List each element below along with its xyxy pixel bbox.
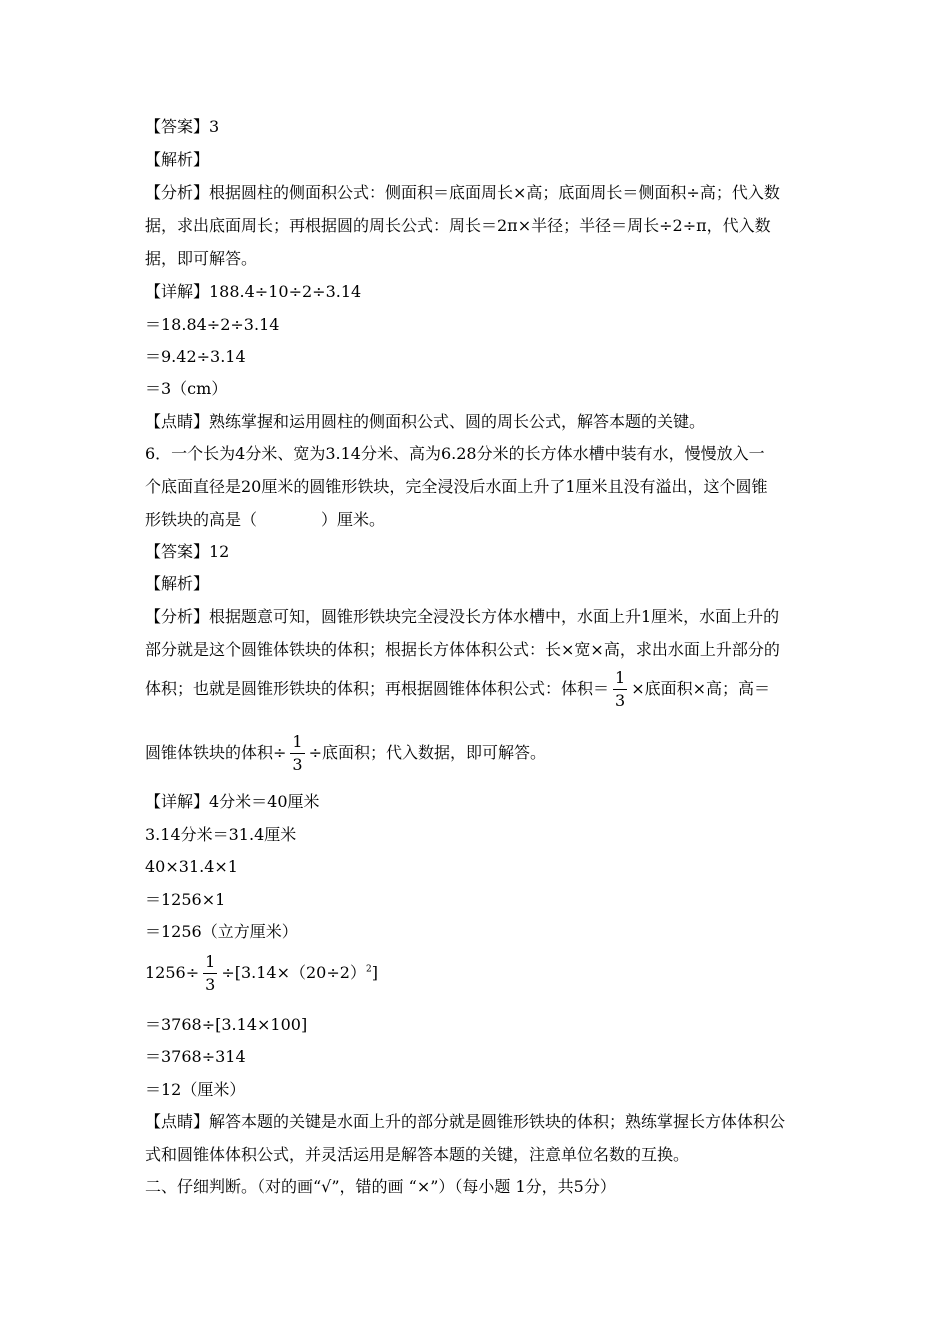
comment-line: 【点睛】熟练掌握和运用圆柱的侧面积公式、圆的周长公式，解答本题的关键。 xyxy=(145,412,706,431)
solution-line: 40×31.4×1 xyxy=(145,857,238,876)
text-run: ] xyxy=(371,963,378,982)
solution-line: ＝9.42÷3.14 xyxy=(145,347,246,366)
superscript: 2 xyxy=(365,964,372,975)
solution-line: ＝3768÷314 xyxy=(145,1047,246,1066)
solution-line: ＝1256（立方厘米） xyxy=(145,922,298,941)
solution-line: ＝1256×1 xyxy=(145,890,226,909)
answer-label: 【答案】3 xyxy=(145,117,220,136)
question-6-line: 个底面直径是20厘米的圆锥形铁块，完全浸没后水面上升了1厘米且没有溢出，这个圆锥 xyxy=(145,477,768,496)
question-6-line: 6．一个长为4分米、宽为3.14分米、高为6.28分米的长方体水槽中装有水，慢慢放入一 xyxy=(145,444,765,463)
solution-line: ＝12（厘米） xyxy=(145,1080,246,1099)
analysis-heading: 【解析】 xyxy=(145,574,210,593)
solution-line: ＝3（cm） xyxy=(145,379,228,398)
analysis-text-line-fraction xyxy=(145,670,770,709)
text-run: ÷[3.14×（20÷2） xyxy=(221,963,366,982)
fraction-numerator: 1 xyxy=(203,954,217,974)
solution-line: ＝3768÷[3.14×100] xyxy=(145,1015,308,1034)
solution-line: ＝18.84÷2÷3.14 xyxy=(145,315,280,334)
analysis-text-line: 【分析】根据圆柱的侧面积公式：侧面积＝底面周长×高；底面周长＝侧面积÷高；代入数 xyxy=(145,183,780,202)
fraction-numerator: 1 xyxy=(290,734,304,754)
text-run: ×底面积×高；高＝ xyxy=(631,679,771,698)
solution-line: 【详解】188.4÷10÷2÷3.14 xyxy=(145,282,362,301)
fraction-denominator: 3 xyxy=(205,975,216,994)
text-run: ÷底面积；代入数据，即可解答。 xyxy=(308,743,547,762)
text-run: 圆锥体铁块的体积÷ xyxy=(145,743,287,762)
text-run: 1256÷ xyxy=(145,963,200,982)
comment-line: 【点睛】解答本题的关键是水面上升的部分就是圆锥形铁块的体积；熟练掌握长方体体积公 xyxy=(145,1112,786,1131)
fraction-one-third xyxy=(613,670,627,709)
analysis-heading: 【解析】 xyxy=(145,150,210,169)
answer-label: 【答案】12 xyxy=(145,542,230,561)
fraction-numerator: 1 xyxy=(613,670,627,690)
fraction-one-third xyxy=(203,954,217,993)
text-run: 体积；也就是圆锥形铁块的体积；再根据圆锥体体积公式：体积＝ xyxy=(145,679,610,698)
analysis-text-line-fraction xyxy=(145,734,546,773)
solution-line: 【详解】4分米＝40厘米 xyxy=(145,792,320,811)
analysis-text-line: 据，即可解答。 xyxy=(145,249,258,268)
section-heading: 二、仔细判断。（对的画“√”，错的画 “×”）（每小题 1分，共5分） xyxy=(145,1177,616,1196)
analysis-text-line: 【分析】根据题意可知，圆锥形铁块完全浸没长方体水槽中，水面上升1厘米，水面上升的 xyxy=(145,607,780,626)
analysis-text-line: 据，求出底面周长；再根据圆的周长公式：周长＝2π×半径；半径＝周长÷2÷π，代入数 xyxy=(145,216,771,235)
fraction-denominator: 3 xyxy=(292,755,303,774)
solution-line: 3.14分米＝31.4厘米 xyxy=(145,825,297,844)
question-6-line: 形铁块的高是（ ）厘米。 xyxy=(145,510,386,529)
fraction-denominator: 3 xyxy=(615,691,626,710)
analysis-text-line: 部分就是这个圆锥体铁块的体积；根据长方体体积公式：长×宽×高，求出水面上升部分的 xyxy=(145,640,780,659)
solution-line-fraction xyxy=(145,954,378,993)
fraction-one-third xyxy=(290,734,304,773)
comment-line: 式和圆锥体体积公式，并灵活运用是解答本题的关键，注意单位名数的互换。 xyxy=(145,1145,690,1164)
